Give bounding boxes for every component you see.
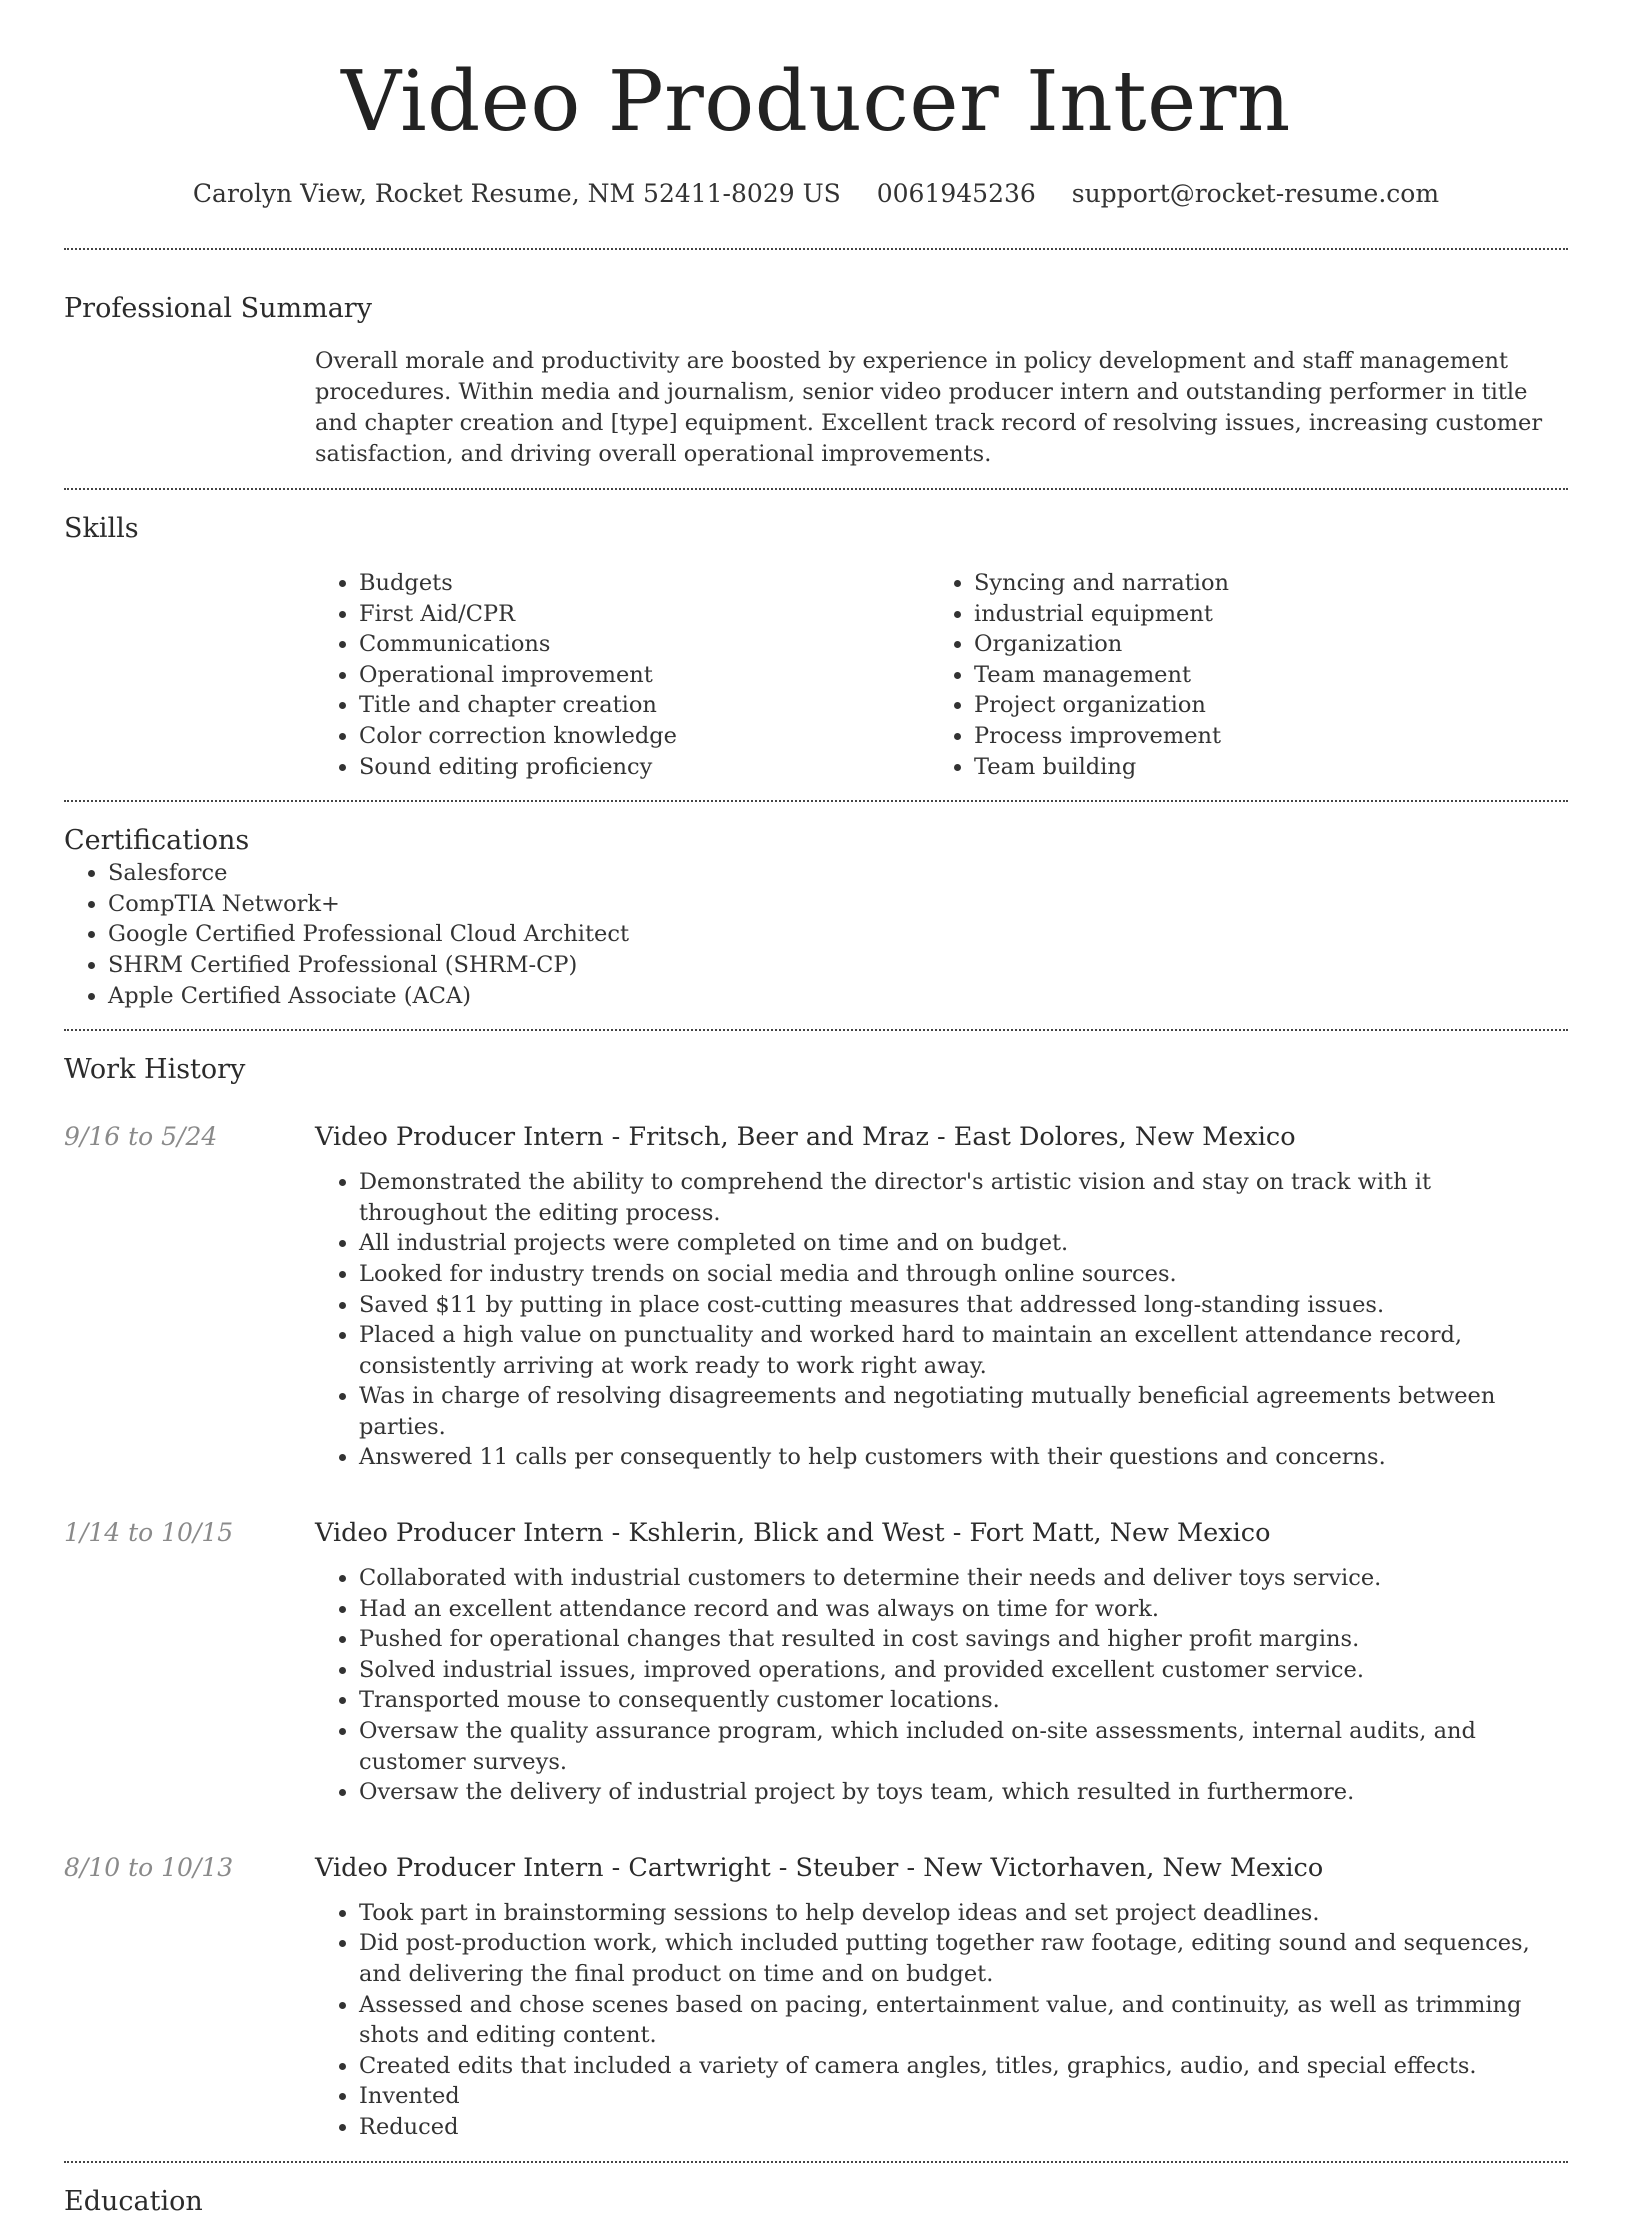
job-date: 9/16 to 5/24 [64, 1122, 218, 1152]
skill-item: • Budgets [359, 568, 930, 599]
skill-item: • Color correction knowledge [359, 721, 930, 752]
job-duty-item: • Answered 11 calls per consequently to help customers with their questions and concerns. [359, 1442, 1565, 1473]
contact-line [64, 178, 1568, 210]
job-body [315, 1121, 1565, 1473]
job-duty-item: • Had an excellent attendance record and was always on time for work. [359, 1594, 1565, 1625]
skill-item: • Team management [974, 660, 1545, 691]
resume-title: Video Producer Intern [341, 53, 1291, 150]
skills-list-right [930, 568, 1545, 782]
certification-item: • SHRM Certified Professional (SHRM-CP) [108, 950, 1568, 981]
certification-item: • CompTIA Network+ [108, 889, 1568, 920]
job-body [315, 1517, 1565, 1808]
job-duties-list [315, 1563, 1565, 1808]
section-divider [64, 248, 1568, 250]
job-duty-item: • Oversaw the delivery of industrial project by toys team, which resulted in furthermore. [359, 1777, 1565, 1808]
certifications-list [64, 858, 1568, 1011]
job-duty-item: • Collaborated with industrial customers to determine their needs and deliver toys service. [359, 1563, 1565, 1594]
job-duty-item: • Solved industrial issues, improved operations, and provided excellent customer service. [359, 1655, 1565, 1686]
job-date: 8/10 to 10/13 [64, 1852, 234, 1882]
summary-heading: Professional Summary [64, 293, 372, 324]
skills-column-right [930, 568, 1545, 782]
skills-column-left [315, 568, 930, 782]
job-duty-item: • Saved $11 by putting in place cost-cutting measures that addressed long-standing issues. [359, 1290, 1565, 1321]
job-duty-item: • Transported mouse to consequently customer locations. [359, 1685, 1565, 1716]
job-duties-list [315, 1167, 1565, 1473]
skills-columns [315, 568, 1568, 782]
job-duty-item: • Pushed for operational changes that resulted in cost savings and higher profit margins. [359, 1624, 1565, 1655]
skill-item: • industrial equipment [974, 599, 1545, 630]
section-divider [64, 1029, 1568, 1031]
skill-item: • Title and chapter creation [359, 690, 930, 721]
job-duty-item: • Invented [359, 2081, 1565, 2112]
contact-phone: 0061945236 [876, 179, 1036, 208]
job-title: Video Producer Intern - Kshlerin, Blick and West - Fort Matt, New Mexico [315, 1518, 1271, 1549]
job-entry [64, 1121, 1568, 1473]
job-entry [64, 1517, 1568, 1808]
job-entry [64, 1852, 1568, 2143]
jobs-list [64, 1121, 1568, 2142]
job-duty-item: • Looked for industry trends on social media and through online sources. [359, 1259, 1565, 1290]
section-divider [64, 2161, 1568, 2163]
job-duty-item: • Created edits that included a variety of camera angles, titles, graphics, audio, and special effects. [359, 2051, 1565, 2082]
work-history-heading: Work History [64, 1054, 246, 1086]
job-duty-item: • All industrial projects were completed on time and on budget. [359, 1228, 1565, 1259]
skill-item: • Communications [359, 629, 930, 660]
summary-section [64, 248, 1568, 470]
job-duty-item: • Reduced [359, 2112, 1565, 2143]
job-body [315, 1852, 1565, 2143]
job-duty-item: • Did post-production work, which included putting together raw footage, editing sound and sequences, and delivering the final product on time and on budget. [359, 1928, 1565, 1989]
job-duty-item: • Placed a high value on punctuality and worked hard to maintain an excellent attendance record, consistently arriving at work ready to work right away. [359, 1320, 1565, 1381]
certification-item: • Salesforce [108, 858, 1568, 889]
certification-item: • Apple Certified Associate (ACA) [108, 981, 1568, 1012]
skill-item: • Syncing and narration [974, 568, 1545, 599]
job-duty-item: • Took part in brainstorming sessions to help develop ideas and set project deadlines. [359, 1898, 1565, 1929]
skill-item: • First Aid/CPR [359, 599, 930, 630]
contact-address: Carolyn View, Rocket Resume, NM 52411-8029 US [192, 179, 841, 208]
certifications-heading: Certifications [64, 825, 250, 857]
skills-section [64, 488, 1568, 782]
contact-email: support@rocket-resume.com [1071, 179, 1440, 208]
job-date: 1/14 to 10/15 [64, 1518, 234, 1548]
job-duty-item: • Assessed and chose scenes based on pacing, entertainment value, and continuity, as well as trimming shots and editing content. [359, 1990, 1565, 2051]
job-duties-list [315, 1898, 1565, 2143]
resume-page [64, 0, 1568, 2219]
certifications-section [64, 800, 1568, 1011]
work-history-section [64, 1029, 1568, 2142]
skills-list-left [315, 568, 930, 782]
skill-item: • Project organization [974, 690, 1545, 721]
job-duty-item: • Oversaw the quality assurance program, which included on-site assessments, internal audits, and customer surveys. [359, 1716, 1565, 1777]
certification-item: • Google Certified Professional Cloud Architect [108, 919, 1568, 950]
summary-text: Overall morale and productivity are boosted by experience in policy development and staff management procedures. Within media and journalism, senior video producer intern and outstanding performer in title and chapter creation and [type] equipment. Excellent track record of resolving issues, increasing customer satisfaction, and driving overall operational improvements. [315, 348, 1543, 467]
skill-item: • Team building [974, 752, 1545, 783]
skill-item: • Organization [974, 629, 1545, 660]
skills-heading: Skills [64, 513, 139, 544]
job-title: Video Producer Intern - Fritsch, Beer and Mraz - East Dolores, New Mexico [315, 1122, 1296, 1153]
job-title: Video Producer Intern - Cartwright - Steuber - New Victorhaven, New Mexico [315, 1852, 1324, 1883]
job-duty-item: • Was in charge of resolving disagreements and negotiating mutually beneficial agreements between parties. [359, 1381, 1565, 1442]
education-heading: Education [64, 2185, 203, 2217]
job-duty-item: • Demonstrated the ability to comprehend the director's artistic vision and stay on track with it throughout the editing process. [359, 1167, 1565, 1228]
section-divider [64, 488, 1568, 490]
skill-item: • Process improvement [974, 721, 1545, 752]
skill-item: • Operational improvement [359, 660, 930, 691]
education-section [64, 2161, 1568, 2219]
section-divider [64, 800, 1568, 802]
skill-item: • Sound editing proficiency [359, 752, 930, 783]
